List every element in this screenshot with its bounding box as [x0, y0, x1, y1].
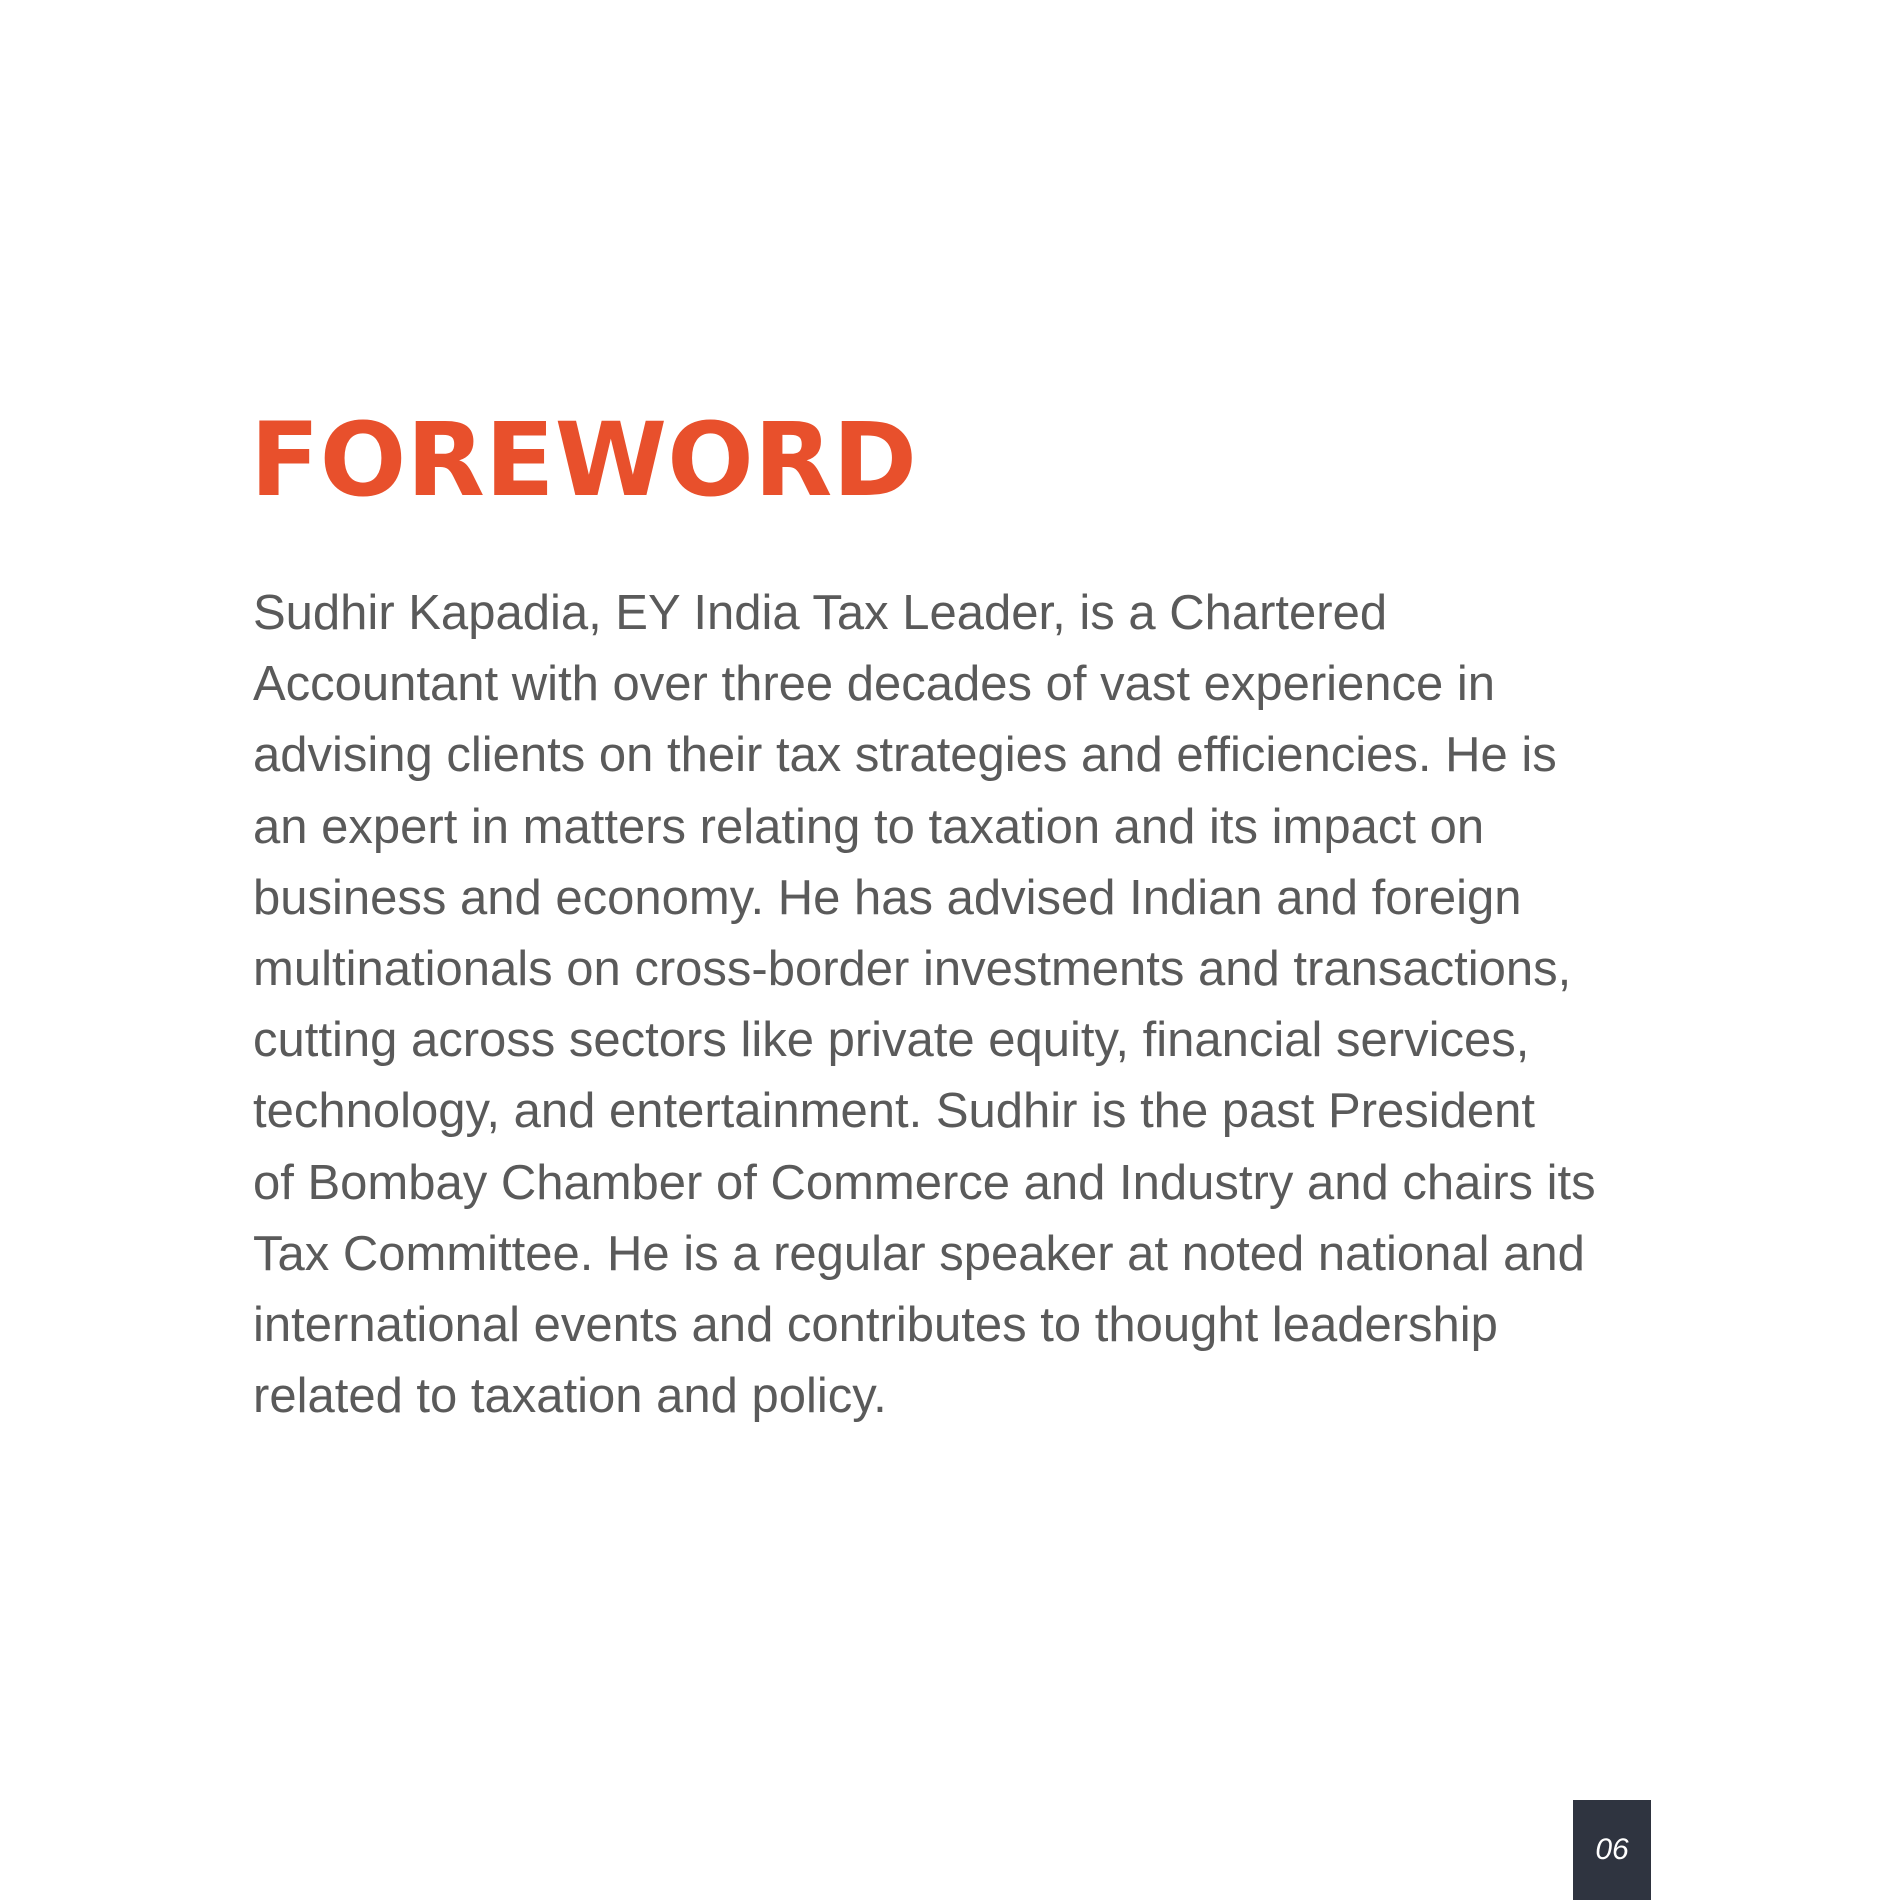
page-number-badge — [1573, 1800, 1651, 1900]
body-line: technology, and entertainment. Sudhir is the past President — [253, 1084, 1536, 1139]
body-line: an expert in matters relating to taxation and its impact on — [253, 799, 1485, 854]
body-line: international events and contributes to thought leadership — [253, 1298, 1498, 1353]
body-line: multinationals on cross-border investments and transactions, — [253, 942, 1572, 997]
body-line: advising clients on their tax strategies and efficiencies. He is — [253, 728, 1557, 783]
body-line: Accountant with over three decades of vast experience in — [253, 657, 1496, 712]
body-line: Sudhir Kapadia, EY India Tax Leader, is a Chartered — [253, 586, 1388, 640]
page-title: FOREWORD — [250, 401, 918, 520]
body-line: of Bombay Chamber of Commerce and Industry and chairs its — [253, 1155, 1596, 1210]
body-line: business and economy. He has advised Indian and foreign — [253, 870, 1522, 925]
body-line: related to taxation and policy. — [253, 1369, 887, 1424]
foreword-body — [253, 578, 1673, 1432]
body-line: cutting across sectors like private equity, financial services, — [253, 1013, 1530, 1068]
body-line: Tax Committee. He is a regular speaker at noted national and — [253, 1226, 1585, 1281]
page-number: 06 — [1595, 1833, 1629, 1866]
